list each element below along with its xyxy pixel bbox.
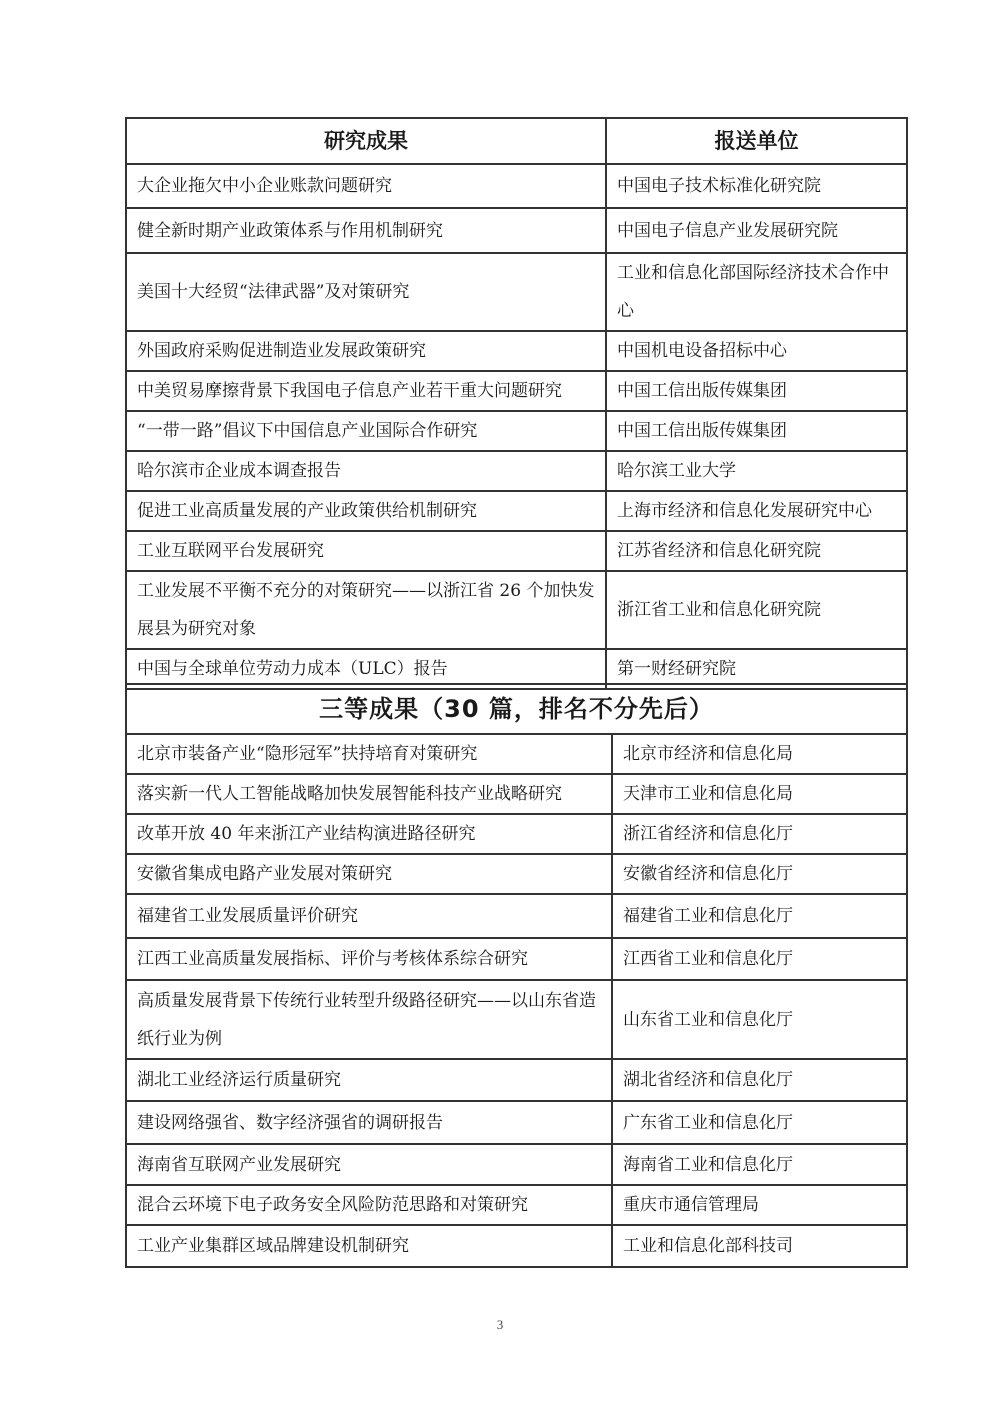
table-row	[126, 894, 907, 938]
row-unit: 重庆市通信管理局	[612, 1185, 907, 1225]
row-unit: 江苏省经济和信息化研究院	[606, 531, 907, 571]
table-row	[126, 451, 907, 491]
row-title: 福建省工业发展质量评价研究	[126, 894, 612, 938]
row-title: 安徽省集成电路产业发展对策研究	[126, 854, 612, 894]
row-title: 工业互联网平台发展研究	[126, 531, 606, 571]
table-row	[126, 411, 907, 451]
table-row	[126, 734, 907, 774]
row-unit: 江西省工业和信息化厅	[612, 938, 907, 980]
table-row	[126, 571, 907, 649]
table-row	[126, 1101, 907, 1144]
table-row	[126, 531, 907, 571]
row-title: 改革开放 40 年来浙江产业结构演进路径研究	[126, 814, 612, 854]
results-table-upper	[125, 117, 908, 690]
table-row	[126, 854, 907, 894]
page-number: 3	[496, 1317, 504, 1332]
table-row	[126, 1185, 907, 1225]
row-unit: 中国工信出版传媒集团	[606, 411, 907, 451]
row-unit: 第一财经研究院	[606, 649, 907, 689]
row-title: 工业发展不平衡不充分的对策研究——以浙江省 26 个加快发展县为研究对象	[126, 571, 606, 649]
table-row	[126, 814, 907, 854]
table-row	[126, 253, 907, 331]
table-row	[126, 980, 907, 1059]
table-row	[126, 371, 907, 411]
row-title: 中国与全球单位劳动力成本（ULC）报告	[126, 649, 606, 689]
table-row	[126, 1059, 907, 1101]
row-title: 中美贸易摩擦背景下我国电子信息产业若干重大问题研究	[126, 371, 606, 411]
row-unit: 浙江省工业和信息化研究院	[606, 571, 907, 649]
table-row	[126, 208, 907, 253]
row-unit: 湖北省经济和信息化厅	[612, 1059, 907, 1101]
row-title: 建设网络强省、数字经济强省的调研报告	[126, 1101, 612, 1144]
table-row	[126, 1225, 907, 1267]
row-unit: 中国机电设备招标中心	[606, 331, 907, 371]
row-title: 健全新时期产业政策体系与作用机制研究	[126, 208, 606, 253]
row-title: 哈尔滨市企业成本调查报告	[126, 451, 606, 491]
section-header-row	[126, 684, 907, 734]
row-unit: 安徽省经济和信息化厅	[612, 854, 907, 894]
row-title: 湖北工业经济运行质量研究	[126, 1059, 612, 1101]
header-research-results: 研究成果	[126, 118, 606, 164]
row-title: 海南省互联网产业发展研究	[126, 1144, 612, 1185]
row-title: “一带一路”倡议下中国信息产业国际合作研究	[126, 411, 606, 451]
results-table-third-prize	[125, 683, 908, 1268]
row-unit: 哈尔滨工业大学	[606, 451, 907, 491]
table-row	[126, 1144, 907, 1185]
row-unit: 福建省工业和信息化厅	[612, 894, 907, 938]
row-title: 大企业拖欠中小企业账款问题研究	[126, 164, 606, 208]
header-submitting-unit: 报送单位	[606, 118, 907, 164]
table-row	[126, 331, 907, 371]
table-row	[126, 164, 907, 208]
row-unit: 中国电子技术标准化研究院	[606, 164, 907, 208]
row-unit: 天津市工业和信息化局	[612, 774, 907, 814]
row-title: 工业产业集群区域品牌建设机制研究	[126, 1225, 612, 1267]
row-unit: 广东省工业和信息化厅	[612, 1101, 907, 1144]
row-title: 江西工业高质量发展指标、评价与考核体系综合研究	[126, 938, 612, 980]
row-title: 外国政府采购促进制造业发展政策研究	[126, 331, 606, 371]
row-unit: 浙江省经济和信息化厅	[612, 814, 907, 854]
row-unit: 山东省工业和信息化厅	[612, 980, 907, 1059]
row-title: 落实新一代人工智能战略加快发展智能科技产业战略研究	[126, 774, 612, 814]
table-row	[126, 491, 907, 531]
table-header-row	[126, 118, 907, 164]
row-unit: 工业和信息化部国际经济技术合作中心	[606, 253, 907, 331]
row-unit: 中国工信出版传媒集团	[606, 371, 907, 411]
row-title: 促进工业高质量发展的产业政策供给机制研究	[126, 491, 606, 531]
row-unit: 工业和信息化部科技司	[612, 1225, 907, 1267]
row-title: 高质量发展背景下传统行业转型升级路径研究——以山东省造纸行业为例	[126, 980, 612, 1059]
row-title: 混合云环境下电子政务安全风险防范思路和对策研究	[126, 1185, 612, 1225]
section-title: 三等成果（30 篇，排名不分先后）	[126, 684, 907, 734]
row-unit: 海南省工业和信息化厅	[612, 1144, 907, 1185]
row-unit: 北京市经济和信息化局	[612, 734, 907, 774]
row-unit: 上海市经济和信息化发展研究中心	[606, 491, 907, 531]
row-unit: 中国电子信息产业发展研究院	[606, 208, 907, 253]
table-row	[126, 938, 907, 980]
table-row	[126, 774, 907, 814]
row-title: 北京市装备产业“隐形冠军”扶持培育对策研究	[126, 734, 612, 774]
row-title: 美国十大经贸“法律武器”及对策研究	[126, 253, 606, 331]
